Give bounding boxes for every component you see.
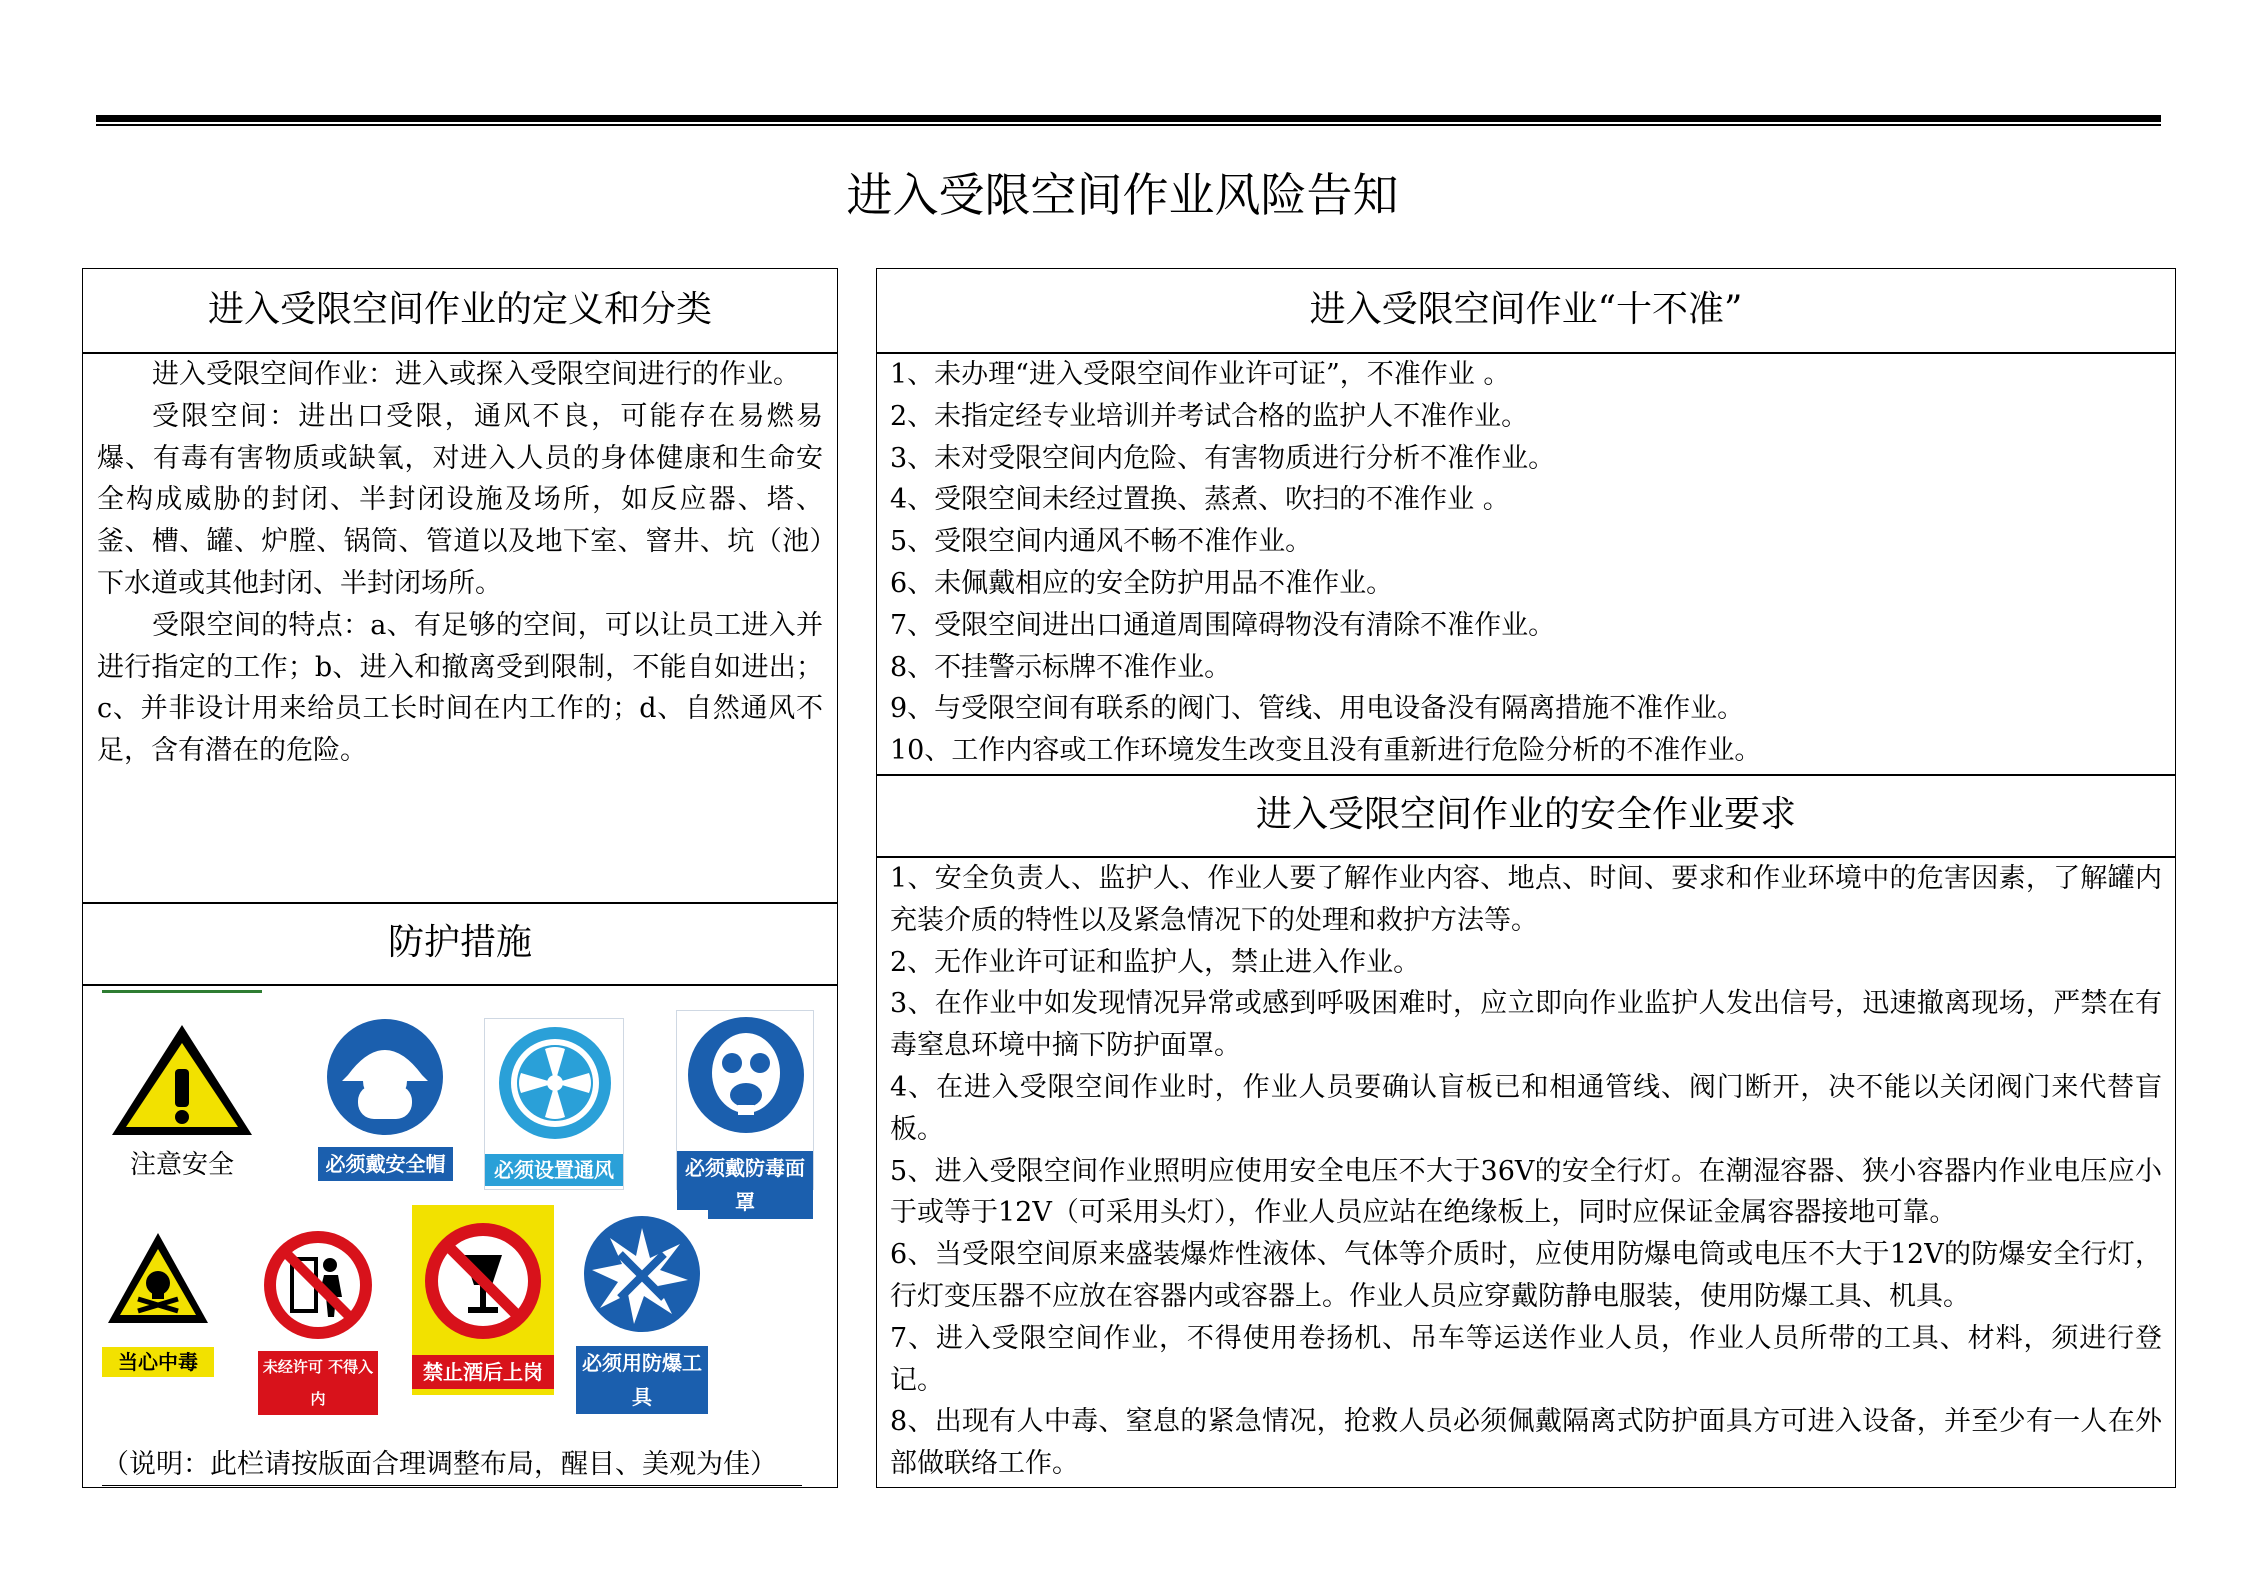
sign-gas-mask <box>676 1010 814 1214</box>
sign-label: 未经许可 不得入内 <box>258 1351 378 1415</box>
sign-label: 禁止酒后上岗 <box>412 1355 554 1389</box>
gas-mask-icon <box>677 1011 815 1146</box>
sign-label: 注意安全 <box>129 1150 234 1180</box>
left-section-divider <box>82 902 838 904</box>
top-rule-thick <box>96 115 2161 122</box>
top-rule-thin <box>96 124 2161 126</box>
prohibition-item: 3、未对受限空间内危险、有害物质进行分析不准作业。 <box>890 442 1556 474</box>
ten-prohibitions-list <box>890 354 2162 772</box>
protection-heading-divider <box>82 984 838 986</box>
requirement-item: 7、进入受限空间作业，不得使用卷扬机、吊车等运送作业人员，作业人员所带的工具、材料，须进行登记。 <box>890 1322 2162 1396</box>
requirement-item: 8、出现有人中毒、窒息的紧急情况，抢救人员必须佩戴隔离式防护面具方可进入设备，并至少有一人在外部做联络工作。 <box>890 1406 2162 1480</box>
requirement-item: 1、安全负责人、监护人、作业人要了解作业内容、地点、时间、要求和作业环境中的危害因素，了解罐内充装介质的特性以及紧急情况下的处理和救护方法等。 <box>890 863 2162 936</box>
layout-note: （说明：此栏请按版面合理调整布局，醒目、美观为佳） <box>102 1445 802 1486</box>
prohibition-item: 9、与受限空间有联系的阀门、管线、用电设备没有隔离措施不准作业。 <box>890 693 1745 725</box>
sign-label: 必须用防爆工具 <box>576 1346 708 1414</box>
prohibition-item: 7、受限空间进出口通道周围障碍物没有清除不准作业。 <box>890 609 1556 641</box>
requirement-item: 2、无作业许可证和监护人，禁止进入作业。 <box>890 946 1421 978</box>
prohibition-item: 10、工作内容或工作环境发生改变且没有重新进行危险分析的不准作业。 <box>890 735 1762 767</box>
warning-triangle-icon <box>102 1013 262 1153</box>
prohibition-item: 8、不挂警示标牌不准作业。 <box>890 651 1232 683</box>
sign-no-alcohol <box>412 1205 554 1395</box>
requirement-item: 3、在作业中如发现情况异常或感到呼吸困难时，应立即向作业监护人发出信号，迅速撤离现场，严禁在有毒窒息环境中摘下防护面罩。 <box>890 988 2162 1062</box>
sign-no-entry <box>258 1225 378 1408</box>
sign-explosion-proof <box>576 1210 708 1409</box>
no-alcohol-icon <box>412 1211 554 1351</box>
sign-label: 必须戴防毒面罩 <box>677 1151 813 1219</box>
sign-ventilation <box>484 1018 624 1190</box>
requirement-item: 4、在进入受限空间作业时，作业人员要确认盲板已和相通管线、阀门断开，决不能以关闭阀门来代替盲板。 <box>890 1071 2162 1145</box>
right-section-divider <box>876 774 2176 776</box>
sign-helmet <box>318 1015 453 1190</box>
sign-caution <box>102 990 262 1185</box>
definition-heading: 进入受限空间作业的定义和分类 <box>207 289 712 330</box>
sign-label: 必须设置通风 <box>485 1154 623 1186</box>
no-entry-person-icon <box>258 1225 378 1345</box>
definition-paragraph: 受限空间的特点：a、有足够的空间，可以让员工进入并进行指定的工作；b、进入和撤离受到限制，不能自如进出；c、并非设计用来给员工长时间在内工作的；d、自然通风不足，含有潜在的危险。 <box>97 609 823 767</box>
definition-text <box>97 354 823 772</box>
page-title: 进入受限空间作业风险告知 <box>846 168 1399 222</box>
prohibition-item: 5、受限空间内通风不畅不准作业。 <box>890 526 1313 558</box>
sign-label: 必须戴安全帽 <box>318 1147 453 1181</box>
protection-heading: 防护措施 <box>387 922 532 963</box>
prohibition-item: 4、受限空间未经过置换、蒸煮、吹扫的不准作业 。 <box>890 484 1510 516</box>
ten-prohibitions-heading: 进入受限空间作业“十不准” <box>1309 289 1743 330</box>
requirements-list <box>890 858 2162 1485</box>
ventilation-fan-icon <box>485 1019 625 1149</box>
safety-helmet-icon <box>318 1015 453 1140</box>
sign-poison <box>102 1225 214 1385</box>
prohibition-item: 6、未佩戴相应的安全防护用品不准作业。 <box>890 567 1394 599</box>
sign-label: 当心中毒 <box>102 1347 214 1377</box>
skull-poison-icon <box>102 1225 214 1335</box>
explosion-proof-tools-icon <box>576 1210 708 1342</box>
requirement-item: 6、当受限空间原来盛装爆炸性液体、气体等介质时，应使用防爆电筒或电压不大于12V的防爆安全行灯，行灯变压器不应放在容器内或容器上。作业人员应穿戴防静电服装，使用防爆工具、机具。 <box>890 1239 2162 1312</box>
prohibition-item: 2、未指定经专业培训并考试合格的监护人不准作业。 <box>890 400 1529 432</box>
requirements-heading: 进入受限空间作业的安全作业要求 <box>1255 794 1796 835</box>
prohibition-item: 1、未办理“进入受限空间作业许可证”，不准作业 。 <box>890 359 1511 390</box>
definition-paragraph: 进入受限空间作业：进入或探入受限空间进行的作业。 <box>152 359 800 390</box>
definition-paragraph: 受限空间：进出口受限，通风不良，可能存在易燃易爆、有毒有害物质或缺氧，对进入人员的身体健康和生命安全构成威胁的封闭、半封闭设施及场所，如反应器、塔、釜、槽、罐、炉膛、锅筒、管道以及地下室、窨井、坑（池）下水道或其他封闭、半封闭场所。 <box>97 400 823 599</box>
requirement-item: 5、进入受限空间作业照明应使用安全电压不大于36V的安全行灯。在潮湿容器、狭小容器内作业电压应小于或等于12V（可采用头灯），作业人员应站在绝缘板上，同时应保证金属容器接地可靠。 <box>890 1155 2162 1229</box>
